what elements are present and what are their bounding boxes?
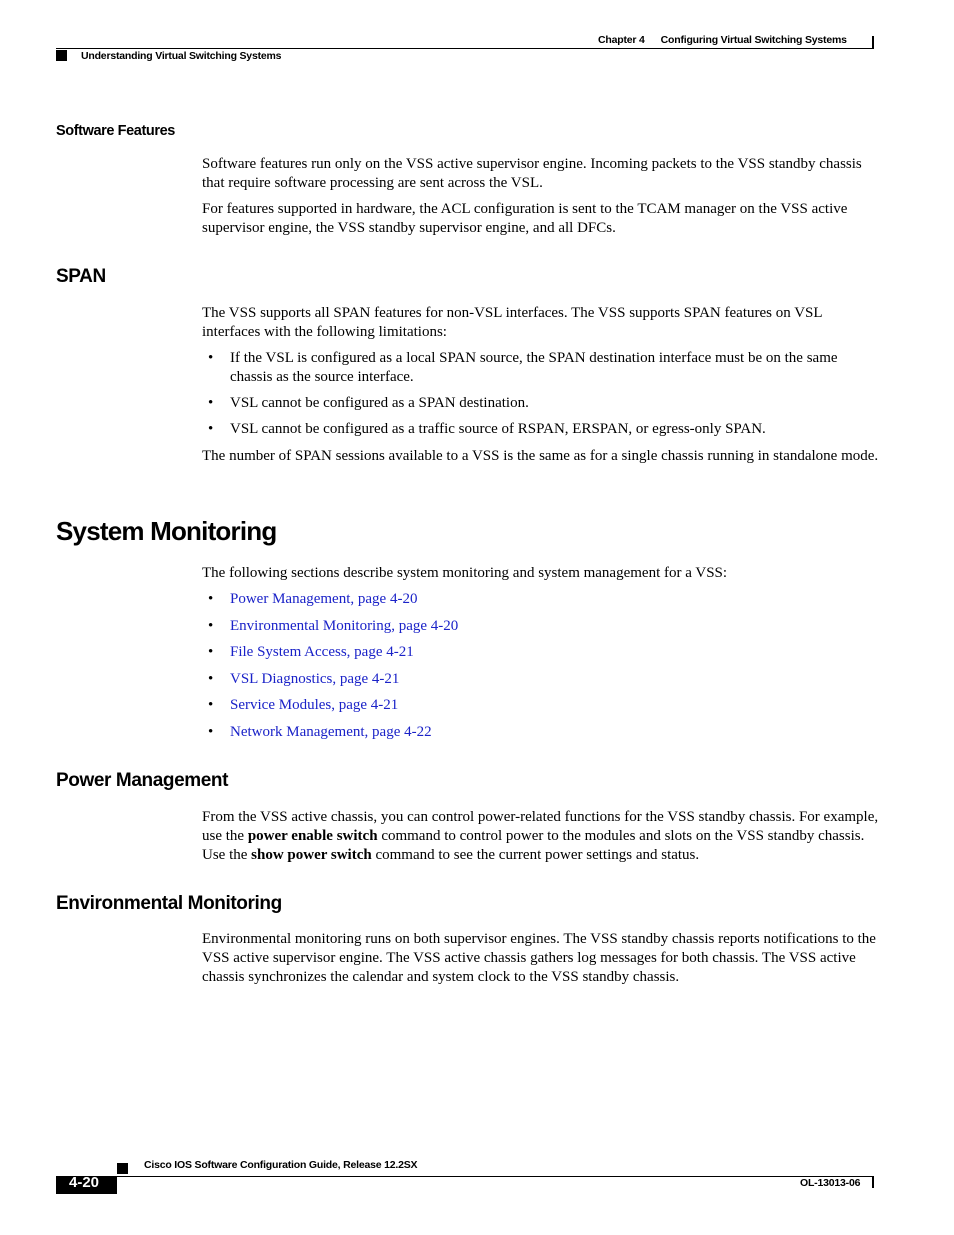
bullet-glyph: • [208,591,214,607]
power-text-3: command to see the current power settings and status. [371,847,700,863]
header-chapter-info [598,34,847,46]
span-closing-paragraph: The number of SPAN sessions available to a VSS is the same as for a single chassis running in standalone mode. [202,448,879,464]
bullet-glyph: • [208,618,214,634]
span-limitation-item: VSL cannot be configured as a traffic source of RSPAN, ERSPAN, or egress-only SPAN. [230,421,766,437]
bullet-glyph: • [208,421,214,437]
link-power-management[interactable]: Power Management, page 4-20 [230,591,418,607]
bullet-glyph: • [208,395,214,411]
link-file-system-access[interactable]: File System Access, page 4-21 [230,644,414,660]
footer-document-id: OL-13013-06 [800,1177,861,1189]
bullet-glyph: • [208,644,214,660]
link-service-modules[interactable]: Service Modules, page 4-21 [230,697,399,713]
header-chapter-title: Configuring Virtual Switching Systems [660,34,847,46]
footer-rule [56,1176,874,1177]
command-show-power-switch: show power switch [251,847,372,863]
link-vsl-diagnostics[interactable]: VSL Diagnostics, page 4-21 [230,671,400,687]
bullet-glyph: • [208,350,214,366]
header-marker-square [56,50,67,61]
footer-vertical-bar [872,1176,874,1188]
system-monitoring-heading: System Monitoring [56,516,277,546]
bullet-glyph: • [208,724,214,740]
header-rule [56,48,874,49]
software-features-heading: Software Features [56,123,175,139]
span-limitation-item: VSL cannot be configured as a SPAN destination. [230,395,529,411]
environmental-monitoring-heading: Environmental Monitoring [56,893,282,914]
footer-marker-square [117,1163,128,1174]
environmental-monitoring-paragraph: Environmental monitoring runs on both supervisor engines. The VSS standby chassis reports notifications to the VSS active supervisor engine. The VSS active chassis gathers log messages for both chassis. The VSS active chassis synchronizes the calendar and system clock to the VSS standby chassis. [202,931,876,985]
bullet-glyph: • [208,697,214,713]
footer-guide-title: Cisco IOS Software Configuration Guide, Release 12.2SX [144,1159,418,1171]
power-text-2: command to control power to the modules and slots on the VSS standby chassis. Use the [202,828,865,863]
footer-page-number: 4-20 [69,1174,100,1191]
span-heading: SPAN [56,266,106,287]
software-features-paragraph-2: For features supported in hardware, the ACL configuration is sent to the TCAM manager on the VSS active supervisor engine, the VSS standby supervisor engine, and all DFCs. [202,201,848,236]
link-network-management[interactable]: Network Management, page 4-22 [230,724,432,740]
power-management-heading: Power Management [56,770,229,791]
span-intro-paragraph: The VSS supports all SPAN features for non-VSL interfaces. The VSS supports SPAN features on VSL interfaces with the following limitations: [202,305,822,340]
command-power-enable-switch: power enable switch [247,828,378,844]
power-text-1: From the VSS active chassis, you can control power-related functions for the VSS standby chassis. For example, use the [202,809,879,844]
header-section-title: Understanding Virtual Switching Systems [81,50,282,62]
power-management-paragraph [202,808,880,865]
link-environmental-monitoring[interactable]: Environmental Monitoring, page 4-20 [230,618,459,634]
header-chapter: Chapter 4 [598,34,645,46]
bullet-glyph: • [208,671,214,687]
system-monitoring-intro: The following sections describe system monitoring and system management for a VSS: [202,565,728,581]
span-limitation-item: If the VSL is configured as a local SPAN source, the SPAN destination interface must be on the same chassis as the source interface. [230,350,838,385]
software-features-paragraph-1: Software features run only on the VSS active supervisor engine. Incoming packets to the VSS standby chassis that require software processing are sent across the VSL. [202,156,862,191]
